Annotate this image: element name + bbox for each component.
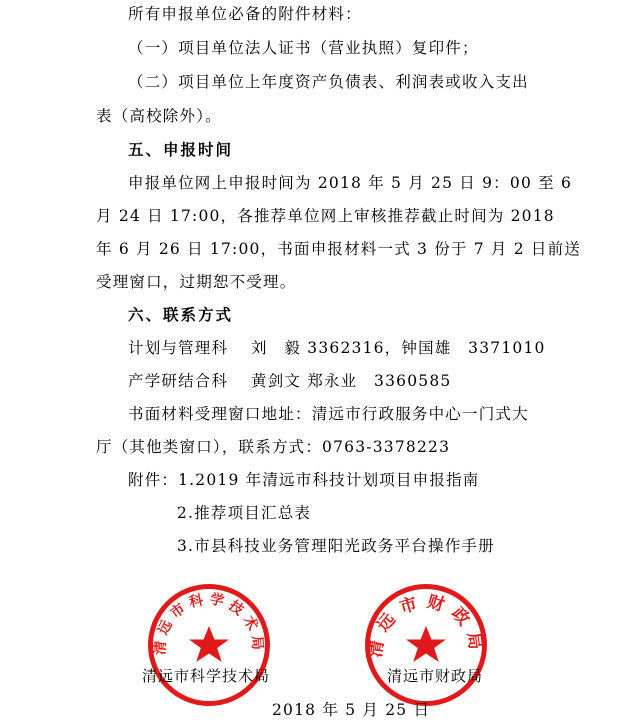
attachment-list-2: 2.推荐项目汇总表 [177,504,312,522]
signature-right: 清远市财政局 [387,667,484,685]
attachment-list-1: 附件：1.2019 年清远市科技计划项目申报指南 [128,471,480,489]
attachment-intro: 所有申报单位必备的附件材料： [128,5,362,23]
seal-right-graphic [365,584,487,706]
time-paragraph-line-1: 申报单位网上申报时间为 2018 年 5 月 25 日 9：00 至 6 [128,174,573,192]
address-line-2: 厅（其他类窗口），联系方式：0763-3378223 [96,438,451,456]
address-line-1: 书面材料受理窗口地址：清远市行政服务中心一门式大 [128,405,529,423]
section-heading-contact: 六、联系方式 [128,305,234,324]
attachment-item-2: （二）项目单位上年度资产负债表、利润表或收入支出 [128,73,529,91]
seal-left-text: 清远市科学技术局 [152,591,266,656]
star-icon [406,626,446,662]
attachment-item-1: （一）项目单位法人证书（营业执照）复印件； [128,39,479,57]
attachment-item-2-cont: 表（高校除外）。 [96,107,222,125]
contact-line-1: 计划与管理科 刘 毅 3362316，钟国雄 3371010 [128,339,546,357]
section-heading-time: 五、申报时间 [128,140,234,159]
seal-right [365,584,487,706]
star-icon [189,626,229,662]
time-paragraph-line-2: 月 24 日 17:00，各推荐单位网上审核推荐截止时间为 2018 [96,207,555,225]
signature-left: 清远市科学技术局 [142,667,271,685]
seal-left-graphic [148,584,270,706]
seal-left [148,584,270,706]
document-date: 2018 年 5 月 25 日 [272,701,431,719]
time-paragraph-line-4: 受理窗口，过期恕不受理。 [96,273,297,291]
attachment-list-3: 3.市县科技业务管理阳光政务平台操作手册 [177,537,495,555]
contact-line-2: 产学研结合科 黄剑文 郑永业 3360585 [128,372,452,390]
seal-right-text: 清远市财政局 [365,591,487,659]
time-paragraph-line-3: 年 6 月 26 日 17:00，书面申报材料一式 3 份于 7 月 2 日前送 [96,240,582,258]
